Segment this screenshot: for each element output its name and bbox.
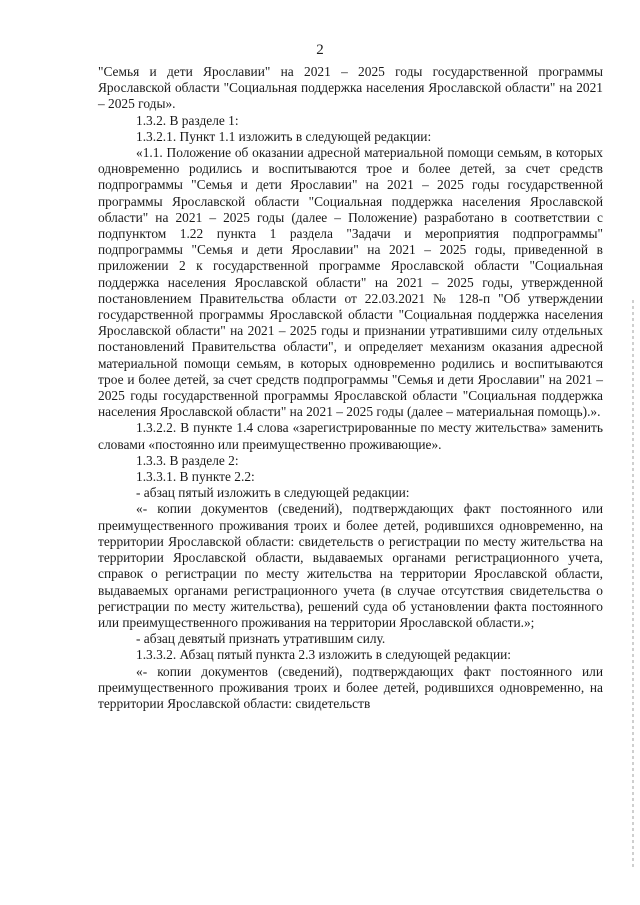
document-body: [98, 64, 603, 712]
page-number: 2: [316, 42, 324, 58]
paragraph: «- копии документов (сведений), подтверждающих факт постоянного или преимущественного проживания троих и более детей, родившихся одновременно, на территории Ярославской области: свидетельств о регистрации по месту жительства на территории Ярославской области, выдаваемых органами регистрационного учета, справок о регистрации по месту жительства на территории Ярославской области, выдаваемых органами регистрационного учета (в случае отсутствия свидетельства о регистрации по месту жительства), решений суда об установлении факта постоянного или преимущественного проживания на территории Ярославской области.»;: [98, 501, 603, 630]
paragraph: «- копии документов (сведений), подтверждающих факт постоянного или преимущественного проживания троих и более детей, родившихся одновременно, на территории Ярославской области: свидетельств: [98, 663, 603, 711]
paragraph: - абзац девятый признать утратившим силу.: [136, 631, 386, 647]
scan-edge: [632, 300, 634, 870]
paragraph: «1.1. Положение об оказании адресной материальной помощи семьям, в которых одновременно родились и воспитываются трое и более детей, за счет средств подпрограммы "Семья и дети Ярославии" на 2021 – 2025 годы государственной программы Ярославской области "Социальная поддержка населения Ярославской области" на 2021 – 2025 годы (далее – Положение) разработано в соответствии с подпунктом 1.22 пункта 1 раздела "Задачи и мероприятия подпрограммы" подпрограммы "Семья и дети Ярославии" на 2021 – 2025 годы, приведенной в приложении 2 к государственной программе Ярославской области "Социальная поддержка населения Ярославской области" на 2021 – 2025 годы, утвержденной постановлением Правительства области от 22.03.2021 № 128-п "Об утверждении государственной программы Ярославской области "Социальная поддержка населения Ярославской области" на 2021 – 2025 годы и признании утратившими силу отдельных постановлений Правительства области", и определяет механизм оказания адресной материальной помощи семьям, в которых одновременно родились и воспитываются трое и более детей, за счет средств подпрограммы "Семья и дети Ярославии" на 2021 – 2025 годы государственной программы Ярославской области "Социальная поддержка населения Ярославской области" на 2021 – 2025 годы (далее – материальная помощь).».: [98, 145, 603, 420]
paragraph: 1.3.3.1. В пункте 2.2:: [136, 469, 255, 485]
paragraph: 1.3.3. В разделе 2:: [136, 452, 239, 468]
paragraph: 1.3.3.2. Абзац пятый пункта 2.3 изложить в следующей редакции:: [136, 647, 512, 663]
paragraph: "Семья и дети Ярославии" на 2021 – 2025 годы государственной программы Ярославской области "Социальная поддержка населения Ярославской области" на 2021 – 2025 годы».: [98, 64, 603, 112]
paragraph: - абзац пятый изложить в следующей редакции:: [136, 485, 410, 501]
paragraph: 1.3.2. В разделе 1:: [136, 112, 239, 128]
paragraph: 1.3.2.2. В пункте 1.4 слова «зарегистрированные по месту жительства» заменить словами «постоянно или преимущественно проживающие».: [98, 420, 603, 452]
paragraph: 1.3.2.1. Пункт 1.1 изложить в следующей редакции:: [136, 128, 432, 144]
